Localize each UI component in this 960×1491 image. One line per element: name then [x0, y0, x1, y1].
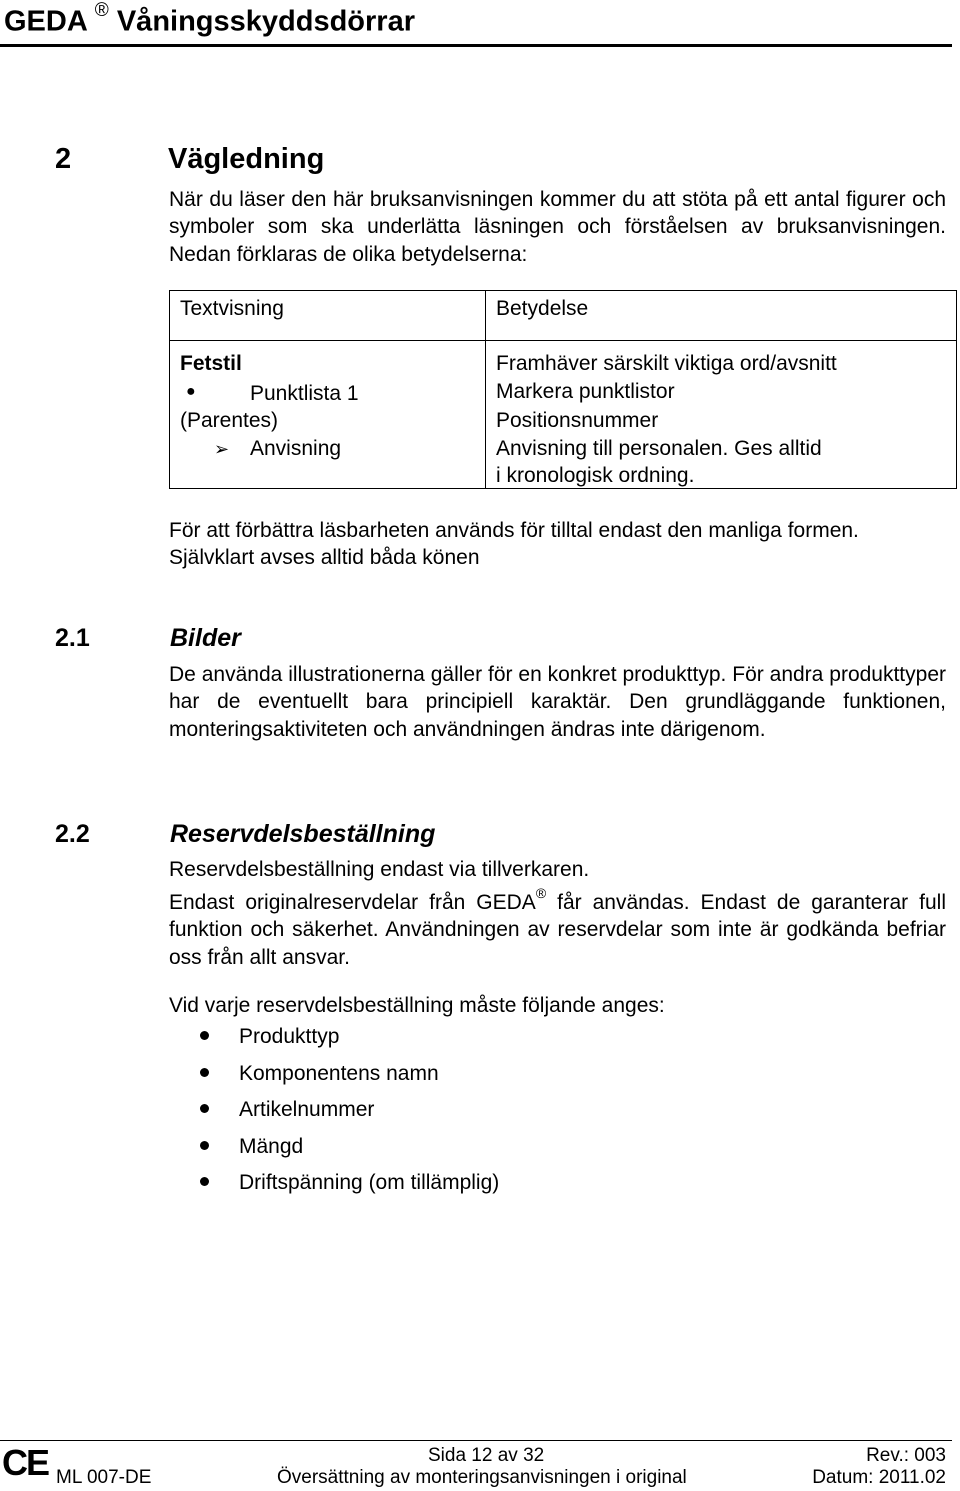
footer-divider [0, 1440, 952, 1441]
section-2-1-body: De använda illustrationerna gäller för en konkret produkttyp. För andra produkttyper har de eventuellt bara principiell karaktär. Den grundläggande funktionen, monteringsaktiviteten och användningen ändras inte därigenom. [169, 663, 946, 741]
section-title: Vägledning [168, 143, 325, 175]
footer-date: Datum: 2011.02 [812, 1467, 946, 1488]
table-header-meaning: Betydelse [496, 297, 589, 320]
list-item-label: Produkttyp [239, 1025, 340, 1048]
row-bullet-text: Punktlista 1 [250, 382, 359, 405]
section-title: Bilder [170, 624, 241, 652]
list-intro: Vid varje reservdelsbeställning måste följande anges: [169, 994, 665, 1017]
footer-page-number: Sida 12 av 32 [428, 1445, 545, 1466]
bullet-icon: ● [186, 383, 196, 400]
list-item-label: Komponentens namn [239, 1062, 439, 1085]
table-header-divider [170, 340, 956, 341]
page-header [0, 0, 952, 47]
row-bold-meaning: Framhäver särskilt viktiga ord/avsnitt [496, 352, 837, 375]
section-2-2-line1: Reservdelsbeställning endast via tillverkaren. [169, 858, 590, 881]
row-bold-text: Fetstil [180, 352, 242, 375]
registered-symbol: ® [535, 885, 547, 901]
list-item-label: Artikelnummer [239, 1098, 375, 1121]
body-part-b: får användas. Endast de garanterar full funktion och säkerhet. Användningen av reservdelar som inte är godkända befriar oss från allt ansvar. [169, 891, 946, 969]
row-parens-meaning: Positionsnummer [496, 409, 659, 432]
header-brand: GEDA [4, 5, 87, 38]
header-product: Våningsskyddsdörrar [116, 5, 415, 38]
body-part-a: Endast originalreservdelar från GEDA [169, 891, 536, 914]
ce-mark-logo: CE [2, 1442, 49, 1483]
arrow-bullet-icon: ➢ [214, 439, 230, 459]
table-header-text: Textvisning [180, 297, 284, 320]
legend-table [169, 290, 957, 489]
header-title [4, 0, 415, 39]
row-instruction-meaning-cont: i kronologisk ordning. [496, 464, 695, 487]
row-parens-text: (Parentes) [180, 409, 279, 432]
row-instruction-meaning: Anvisning till personalen. Ges alltid [496, 437, 822, 460]
bullet-icon [200, 1068, 209, 1077]
section-2-2-body [169, 883, 946, 971]
bullet-icon [200, 1141, 209, 1150]
list-item-label: Mängd [239, 1135, 304, 1158]
gender-note: För att förbättra läsbarheten används för tilltal endast den manliga formen. Självklart avses alltid båda könen [169, 519, 859, 570]
row-bullet-meaning: Markera punktlistor [496, 380, 675, 403]
section-title: Reservdelsbeställning [170, 820, 436, 848]
section-number: 2 [55, 143, 72, 175]
bullet-icon [200, 1031, 209, 1040]
footer-revision: Rev.: 003 [866, 1445, 946, 1466]
section-number: 2.2 [55, 820, 90, 848]
row-instruction-text: Anvisning [250, 437, 342, 460]
section-2-intro: När du läser den här bruksanvisningen kommer du att stöta på ett antal figurer och symboler som ska underlätta läsningen och förståelsen av bruksanvisningen. Nedan förklaras de olika betydelserna: [169, 188, 946, 266]
bullet-icon [200, 1104, 209, 1113]
footer-translation-note: Översättning av monteringsanvisningen i original [277, 1467, 687, 1488]
table-column-divider [485, 291, 486, 488]
list-item-label: Driftspänning (om tillämplig) [239, 1171, 500, 1194]
footer-doc-id: ML 007-DE [56, 1467, 152, 1488]
bullet-icon [200, 1177, 209, 1186]
section-number: 2.1 [55, 624, 90, 652]
registered-symbol: ® [94, 0, 109, 21]
